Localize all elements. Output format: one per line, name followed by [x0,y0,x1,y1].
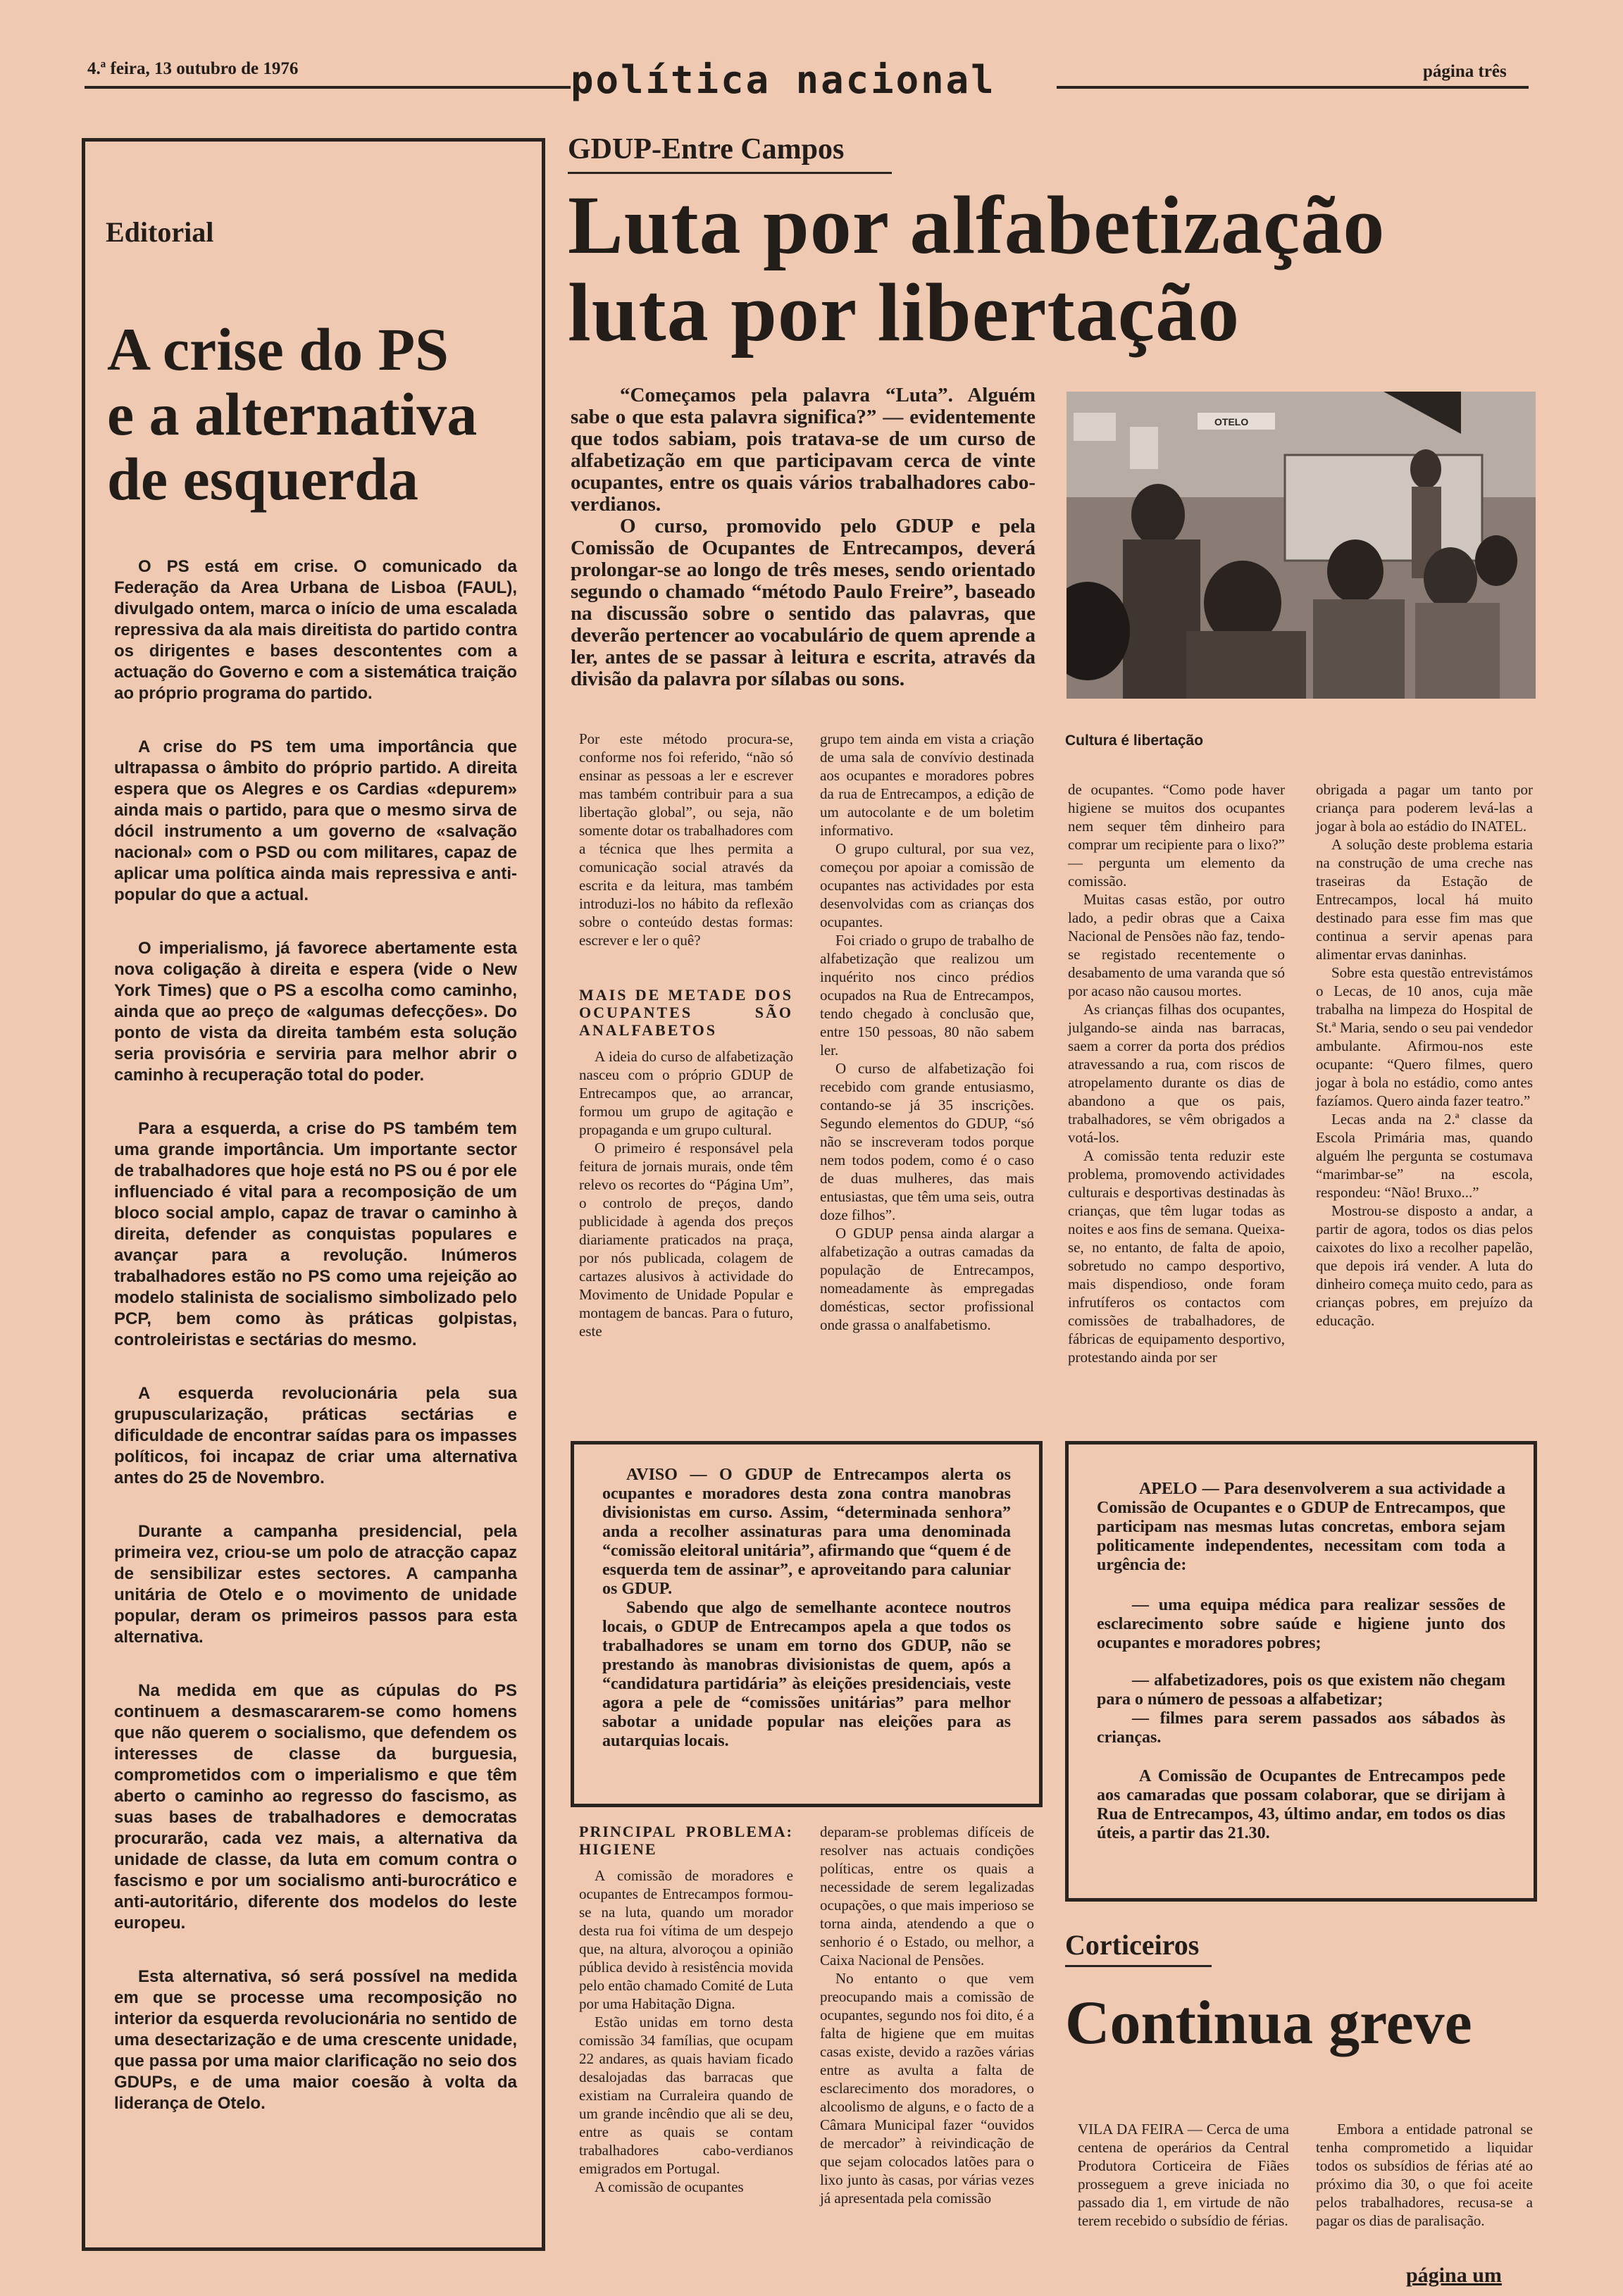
col2-paragraph: O GDUP pensa ainda alargar a alfabetização a outras camadas da população de Entrecampos, nomeadamente às empregadas domésticas, sector profissional onde grassa o analfabetismo. [820,1225,1034,1333]
issue-date: 4.ª feira, 13 outubro de 1976 [87,59,299,78]
col6-paragraph: No entanto o que vem preocupando mais a comissão de ocupantes, segundo nos foi dito, é a falta de higiene que em muitas casas existe, devido a razões várias entre as avulta a falta de esclarecimento dos moradores, o alcoolismo de alguns, e o facto de a Câmara Municipal fazer “ouvidos de mercador” à reivindicação de que sejam colocados latões para o lixo junto às casas, por várias vezes já apresentada pela comissão [820,1970,1034,2207]
col4-paragraph: Lecas anda na 2.ª classe da Escola Primária mas, quando alguém lhe pergunta se costumava “marimbar-se” na escola, respondeu: “Não! Bruxo...” [1316,1111,1533,1201]
article-headline [568,179,1554,358]
corticeiros-headline: Continua greve [1065,1989,1472,2057]
aviso-paragraph: Sabendo que algo de semelhante acontece noutros locais, o GDUP de Entrecampos apela a que todos os trabalhadores se unam em torno dos GDUP, não se prestando às manobras divisionistas de quem, após a “candidatura partidária” às eleições presidenciais, veste agora a pele de “comissões unitárias” para melhor sabotar a unidade popular nas eleições para as autarquias locais. [602,1599,1011,1750]
aviso-paragraph: AVISO — O GDUP de Entrecampos alerta os ocupantes e moradores desta zona contra manobras divisionistas em curso. Assim, “determinada senhora” anda a recolher assinaturas para uma denominada “comissão eleitoral unitária”, afirmando que “quem é de esquerda tem de assinar”, e aproveitando para caluniar os GDUP. [602,1466,1011,1598]
photo-image [1067,392,1536,699]
editorial-paragraph: O PS está em crise. O comunicado da Federação da Area Urbana de Lisboa (FAUL), divulgado ontem, marca o início de uma escalada repressiva da ala mais direitista do partido contra os dirigentes e bases descontentes com a actuação do Governo e com a sistemática traição ao próprio programa do partido. [114,557,517,703]
editorial-paragraph: Para a esquerda, a crise do PS também tem uma grande importância. Um importante sector de trabalhadores que hoje está no PS ou é por ele influenciado é vital para a recomposição de um bloco social amplo, capaz de travar o caminho à direita, defender as conquistas populares e avançar para a revolução. Inúmeros trabalhadores estão no PS como uma rejeição ao modelo stalinista de socialismo simbolizado pelo PCP, bem como às práticas golpistas, controleiristas e sectárias do mesmo. [114,1119,517,1349]
apelo-box [1065,1441,1537,1902]
editorial-label: Editorial [106,216,214,248]
editorial-headline-line: A crise do PS [107,316,449,383]
article-kicker: GDUP-Entre Campos [568,133,845,166]
article-lead [571,385,1036,690]
editorial-paragraph: A esquerda revolucionária pela sua grupuscularização, práticas sectárias e dificuldade de encontrar saídas para os impasses políticos, foi incapaz de criar uma alternativa antes do 25 de Novembro. [114,1384,517,1487]
col5-paragraph: Estão unidas em torno desta comissão 34 famílias, que ocupam 22 andares, as quais haviam ficado desalojadas das barracas que existiam na Curraleira quando de um grande incêndio que ali se deu, entre as quais se contam trabalhadores cabo-verdianos emigrados em Portugal. [579,2014,793,2177]
article-column-5 [579,1823,793,2196]
masthead-rule-left [85,86,571,89]
editorial-headline-line: e a alternativa [107,380,478,448]
editorial-paragraph: Durante a campanha presidencial, pela primeira vez, criou-se um polo de atracção capaz de sensibilizar estes sectores. A campanha unitária de Otelo e o movimento de unidade popular, deram os primeiros passos para esta alternativa. [114,1522,517,1647]
col4-paragraph: Mostrou-se disposto a andar, a partir de agora, todos os dias pelos caixotes do lixo a recolher papelão, que depois irá vender. A luta do dinheiro começa muito cedo, para as crianças pobres, em prejuízo da educação. [1316,1202,1533,1329]
article-column-3 [1068,780,1285,1366]
apelo-paragraph: — filmes para serem passados aos sábados às crianças. [1097,1709,1505,1747]
editorial-paragraph: Na medida em que as cúpulas do PS continuem a desmascararem-se como homens que não querem o socialismo, que defendem os interesses de classe da burguesia, comprometidos com o imperialismo e que têm aberto o caminho ao regresso do fascismo, as suas bases de trabalhadores e democratas procurarão, cada vez mais, a alternativa da unidade de classe, da luta em comum contra o fascismo e por um socialismo anti-burocrático e anti-autoritário, diferente dos modelos do leste europeu. [114,1681,517,1933]
col2-paragraph: O curso de alfabetização foi recebido com grande entusiasmo, contando-se já 35 inscrições. Segundo elementos do GDUP, “só não se inscreveram todos porque nem todos podem, como é o caso de duas mulheres, das mais entusiastas, que têm uma seis, outra doze filhos”. [820,1060,1034,1223]
classroom-photo [1067,392,1536,699]
photo-caption: Cultura é libertação [1065,732,1204,749]
col3-paragraph: As crianças filhas dos ocupantes, julgando-se ainda nas barracas, saem a correr da porta dos prédios atravessando a rua, com riscos de atropelamento durante os dias de abandono a que os pais, trabalhadores, se vêm obrigados a votá-los. [1068,1001,1285,1146]
col5-paragraph: A comissão de moradores e ocupantes de Entrecampos formou-se na luta, quando um morador desta rua foi vítima de um despejo que, na altura, alvoroçou a opinião pública devido à resistência movida pelo então chamado Comité de Luta por uma Habitação Digna. [579,1867,793,2012]
col4-paragraph: Sobre esta questão entrevistámos o Lecas, de 10 anos, cuja mãe trabalha na limpeza do Hospital de St.ª Maria, sendo o seu pai vendedor ambulante. Afirmou-nos este ocupante: “Quero filmes, quero jogar à bola no estádio, como antes fazíamos. Quero ainda fazer teatro.” [1316,964,1533,1109]
lead-paragraph: “Começamos pela palavra “Luta”. Alguém sabe o que esta palavra significa?” — evidentemente que todos sabiam, pois tratava-se de um curso de alfabetização em que participavam cerca de vinte ocupantes, entre os quais vários trabalhadores cabo-verdianos. [571,384,1036,516]
col5-paragraph: A comissão de ocupantes [595,2178,744,2195]
corticeiros-column-2 [1316,2120,1533,2230]
col2-paragraph: Foi criado o grupo de trabalho de alfabetização que realizou um inquérito nos cinco prédios ocupados na Rua de Entrecampos, tendo chegado à conclusão que, entre 150 pessoas, 80 não sabem ler. [820,932,1034,1059]
editorial-headline [107,317,530,511]
col1-subhead: MAIS DE METADE DOS OCUPANTES SÃO ANALFABETOS [579,986,793,1039]
continued-link: página um [1406,2264,1502,2287]
aviso-box [571,1441,1043,1807]
photo-sign-text: OTELO [1214,416,1249,428]
article-column-4 [1316,780,1533,1330]
section-title: política nacional [571,58,996,102]
corticeiros-paragraph: Embora a entidade patronal se tenha comprometido a liquidar todos os subsídios de férias até ao próximo dia 30, o que foi aceite pelos trabalhadores, recusa-se a pagar os dias de paralisação. [1316,2121,1533,2229]
corticeiros-paragraph: VILA DA FEIRA — Cerca de uma centena de operários da Central Produtora Corticeira de Fiães prosseguem a greve iniciada no passado dia 1, em virtude de não terem recebido o subsídio de férias. [1078,2121,1289,2229]
apelo-paragraph: A Comissão de Ocupantes de Entrecampos pede aos camaradas que possam colaborar, que se dirijam à Rua de Entrecampos, 43, último andar, em todos os dias úteis, a partir das 21.30. [1097,1767,1505,1842]
editorial-headline-line: de esquerda [107,445,418,513]
col6-paragraph: deparam-se problemas difíceis de resolver nas actuais condições políticas, entre os quais a necessidade de serem legalizadas ocupações, o que mais imperioso se torna ainda, atendendo a que o senhorio é o Estado, ou melhor, a Caixa Nacional de Pensões. [820,1823,1034,1969]
editorial-paragraph: O imperialismo, já favorece abertamente esta nova coligação à direita e espera (vide o New York Times) que o PS a escolha como caminho, ainda que ao preço de «algumas defecções». Do ponto de vista da direita também esta solução seria provisória e serviria para melhor abrir o caminho à recuperação total do poder. [114,939,517,1085]
col1-paragraph: O primeiro é responsável pela feitura de jornais murais, onde têm relevo os recortes do “Página Um”, o controlo de preços, dando publicidade à agenda dos preços diariamente praticados na praça, por nós publicada, colagem de cartazes alusivos à actividade do Movimento de Unidade Popular e montagem de bancas. Para o futuro, este [579,1140,793,1340]
apelo-paragraph: APELO — Para desenvolverem a sua actividade a Comissão de Ocupantes e o GDUP de Entrecampos, que participam nas mesmas lutas concretas, embora sejam politicamente independentes, necessitam com toda a urgência de: [1097,1480,1505,1574]
editorial-body [114,556,517,2114]
apelo-paragraph: — uma equipa médica para realizar sessões de esclarecimento sobre saúde e higiene junto dos ocupantes e moradores pobres; [1097,1596,1505,1652]
article-column-6 [820,1823,1034,2207]
apelo-paragraph: — alfabetizadores, pois os que existem não chegam para o número de pessoas a alfabetizar; [1097,1671,1505,1709]
page-number: página três [1423,62,1507,81]
masthead-rule-right [1057,86,1529,89]
corticeiros-column-1 [1078,2120,1289,2230]
col2-paragraph: grupo tem ainda em vista a criação de uma sala de convívio destinada aos ocupantes e moradores pobres da rua de Entrecampos, a edição de um autocolante e de um boletim informativo. [820,730,1034,839]
col3-paragraph: A comissão tenta reduzir este problema, promovendo actividades culturais e desportivas destinadas às crianças, que têm lugar todas as noites e aos fins de semana. Queixa-se, no entanto, de falta de apoio, sobretudo no campo desportivo, mais dispendioso, onde foram infrutíferos os contactos com comissões de trabalhadores, de fábricas de equipamento desportivo, protestando ainda por ser [1068,1147,1285,1366]
corticeiros-underline [1065,1965,1212,1967]
lead-paragraph: O curso, promovido pelo GDUP e pela Comissão de Ocupantes de Entrecampos, deverá prolongar-se ao longo de três meses, sendo orientado segundo o chamado “método Paulo Freire”, baseado na discussão sobre o sentido das palavras, que deverão pertencer ao vocabulário de quem aprende a ler, antes de se passar à leitura e escrita, através da divisão da palavra por sílabas ou sons. [571,515,1036,690]
col4-paragraph: A solução deste problema estaria na construção de uma creche nas traseiras da Estação de Entrecampos, local há muito destinado para esse fim mas que continua a servir apenas para alimentar ervas daninhas. [1316,836,1533,963]
headline-line: luta por libertação [568,266,1240,358]
col1-paragraph: A ideia do curso de alfabetização nasceu com o próprio GDUP de Entrecampos que, ao arrancar, formou um grupo de agitação e propaganda e um grupo cultural. [579,1048,793,1138]
corticeiros-kicker: Corticeiros [1065,1929,1200,1961]
kicker-underline [568,172,892,174]
col4-paragraph: obrigada a pagar um tanto por criança para poderem levá-las a jogar à bola ao estádio do INATEL. [1316,781,1533,835]
article-column-1 [579,730,793,1340]
article-column-2 [820,730,1034,1334]
headline-line: Luta por alfabetização [568,179,1386,271]
editorial-paragraph: A crise do PS tem uma importância que ultrapassa o âmbito do próprio partido. A direita espera que os Alegres e os Cardias «depurem» ainda mais o partido, para que o mesmo sirva de dócil instrumento a um governo de «salvação nacional» com o PSD ou com militares, capaz de aplicar uma política ainda mais repressiva e anti-popular do que a actual. [114,737,517,904]
editorial-paragraph: Esta alternativa, só será possível na medida em que se processe uma recomposição no interior da esquerda revolucionária no sentido de uma desectarização e de uma crescente unidade, que passa por uma maior clarificação no seio dos GDUPs, e de uma maior coesão à volta da liderança de Otelo. [114,1967,517,2113]
col1-paragraph: Por este método procura-se, conforme nos foi referido, “não só ensinar as pessoas a ler e escrever mas também contribuir para a sua libertação global”, ou seja, não somente dotar os trabalhadores com a técnica que lhes permita a comunicação social através da escrita e da leitura, mas também introduzi-los no hábito da reflexão sobre o conteúdo destas formas: escrever e ler o quê? [579,730,793,949]
col3-paragraph: de ocupantes. “Como pode haver higiene se muitos dos ocupantes nem sequer têm dinheiro para comprar um recipiente para o lixo?” — pergunta um elemento da comissão. [1068,781,1285,890]
col2-paragraph: O grupo cultural, por sua vez, começou por apoiar a comissão de ocupantes nas actividades por esta desenvolvidas com as crianças dos ocupantes. [820,840,1034,930]
col3-paragraph: Muitas casas estão, por outro lado, a pedir obras que a Caixa Nacional de Pensões não faz, tendo-se registado recentemente o desabamento de uma varanda que só por acaso não causou mortes. [1068,891,1285,999]
col5-subhead: PRINCIPAL PROBLEMA: HIGIENE [579,1823,793,1858]
